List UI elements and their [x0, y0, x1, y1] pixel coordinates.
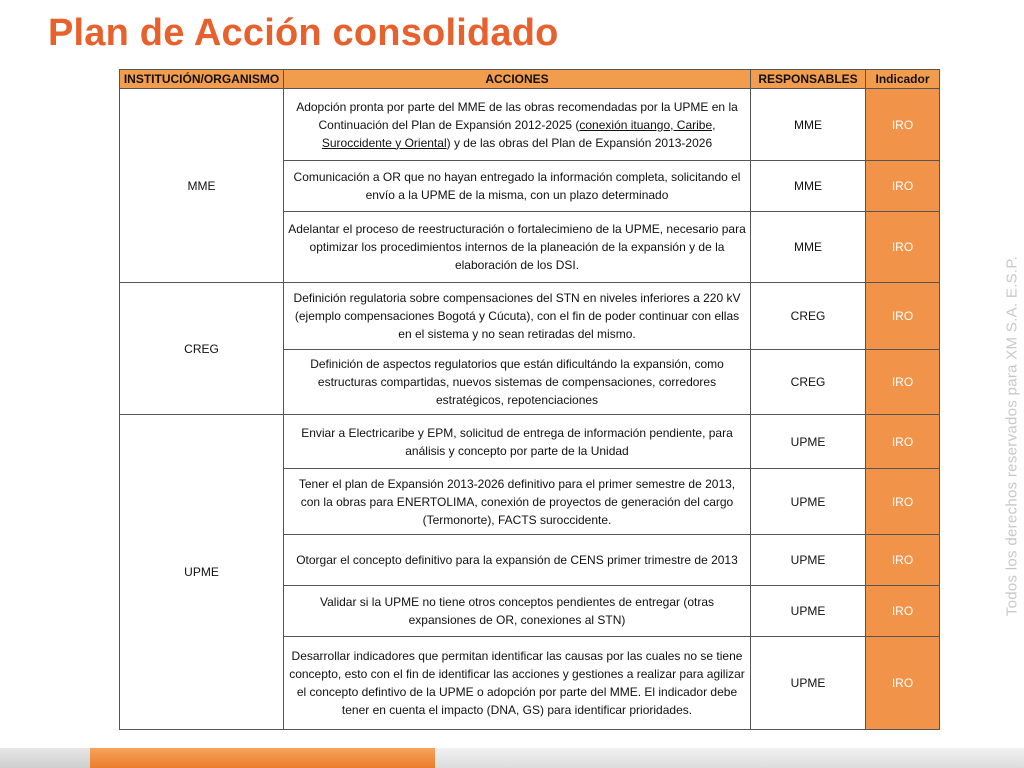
- responsible-cell: UPME: [751, 469, 866, 535]
- indicator-cell: IRO: [866, 283, 940, 350]
- indicator-cell: IRO: [866, 212, 940, 283]
- action-plan-table: [119, 69, 940, 730]
- footer-band-gray-left: [0, 748, 90, 768]
- action-cell: Definición regulatoria sobre compensaciones del STN en niveles inferiores a 220 kV (ejemplo compensaciones Bogotá y Cúcuta), con el fin de poder continuar con ellas en el sistema y no sean retiradas del mismo.: [284, 283, 751, 350]
- table-row: [120, 283, 940, 350]
- header-indicator: Indicador: [866, 70, 940, 89]
- action-text: Adopción pronta por parte del MME de las obras recomendadas por la UPME en la Continuación del Plan de Expansión 2012-2025 (: [296, 99, 738, 132]
- indicator-cell: IRO: [866, 415, 940, 469]
- indicator-cell: IRO: [866, 586, 940, 637]
- copyright-watermark: Todos los derechos reservados para XM S.A. E.S.P.: [1003, 255, 1021, 617]
- page-title: Plan de Acción consolidado: [48, 12, 559, 54]
- indicator-cell: IRO: [866, 637, 940, 730]
- responsible-cell: CREG: [751, 283, 866, 350]
- responsible-cell: MME: [751, 89, 866, 161]
- header-institution: INSTITUCIÓN/ORGANISMO: [120, 70, 284, 89]
- action-cell: Comunicación a OR que no hayan entregado la información completa, solicitando el envío a la UPME de la misma, con un plazo determinado: [284, 161, 751, 212]
- indicator-cell: IRO: [866, 89, 940, 161]
- responsible-cell: MME: [751, 161, 866, 212]
- institution-cell-creg: CREG: [120, 283, 284, 415]
- action-cell: Desarrollar indicadores que permitan identificar las causas por las cuales no se tiene concepto, esto con el fin de identificar las acciones y gestiones a realizar para agilizar el concepto defintivo de la UPME o adopción por parte del MME. El indicador debe tener en cuenta el impacto (DNA, GS) para identificar prioridades.: [284, 637, 751, 730]
- action-cell: Validar si la UPME no tiene otros conceptos pendientes de entregar (otras expansiones de OR, conexiones al STN): [284, 586, 751, 637]
- indicator-cell: IRO: [866, 535, 940, 586]
- indicator-cell: IRO: [866, 469, 940, 535]
- responsible-cell: UPME: [751, 586, 866, 637]
- responsible-cell: MME: [751, 212, 866, 283]
- table-row: [120, 415, 940, 469]
- table-row: [120, 89, 940, 161]
- responsible-cell: UPME: [751, 637, 866, 730]
- action-text: ) y de las obras del Plan de Expansión 2013-2026: [446, 135, 713, 150]
- responsible-cell: UPME: [751, 415, 866, 469]
- header-responsible: RESPONSABLES: [751, 70, 866, 89]
- institution-cell-mme: MME: [120, 89, 284, 283]
- responsible-cell: CREG: [751, 350, 866, 415]
- indicator-cell: IRO: [866, 161, 940, 212]
- responsible-cell: UPME: [751, 535, 866, 586]
- action-cell: Otorgar el concepto definitivo para la expansión de CENS primer trimestre de 2013: [284, 535, 751, 586]
- action-cell: Definición de aspectos regulatorios que están dificultándo la expansión, como estructuras compartidas, nuevos sistemas de compensaciones, corredores estratégicos, repotenciaciones: [284, 350, 751, 415]
- action-cell: Tener el plan de Expansión 2013-2026 definitivo para el primer semestre de 2013, con la obras para ENERTOLIMA, conexión de proyectos de generación del cargo (Termonorte), FACTS suroccidente.: [284, 469, 751, 535]
- institution-cell-upme: UPME: [120, 415, 284, 730]
- action-text-underlined: conexión ituango, Caribe, Suroccidente y Oriental: [321, 117, 716, 150]
- action-cell: [284, 89, 751, 161]
- indicator-cell: IRO: [866, 350, 940, 415]
- footer-band-gray-right: [435, 748, 1024, 768]
- header-actions: ACCIONES: [284, 70, 751, 89]
- action-cell: Enviar a Electricaribe y EPM, solicitud de entrega de información pendiente, para análisis y concepto por parte de la Unidad: [284, 415, 751, 469]
- action-cell: Adelantar el proceso de reestructuración o fortalecimieno de la UPME, necesario para optimizar los procedimientos internos de la planeación de la expansión y de la elaboración de los DSI.: [284, 212, 751, 283]
- footer-band-orange: [90, 748, 435, 768]
- table-header-row: [120, 70, 940, 89]
